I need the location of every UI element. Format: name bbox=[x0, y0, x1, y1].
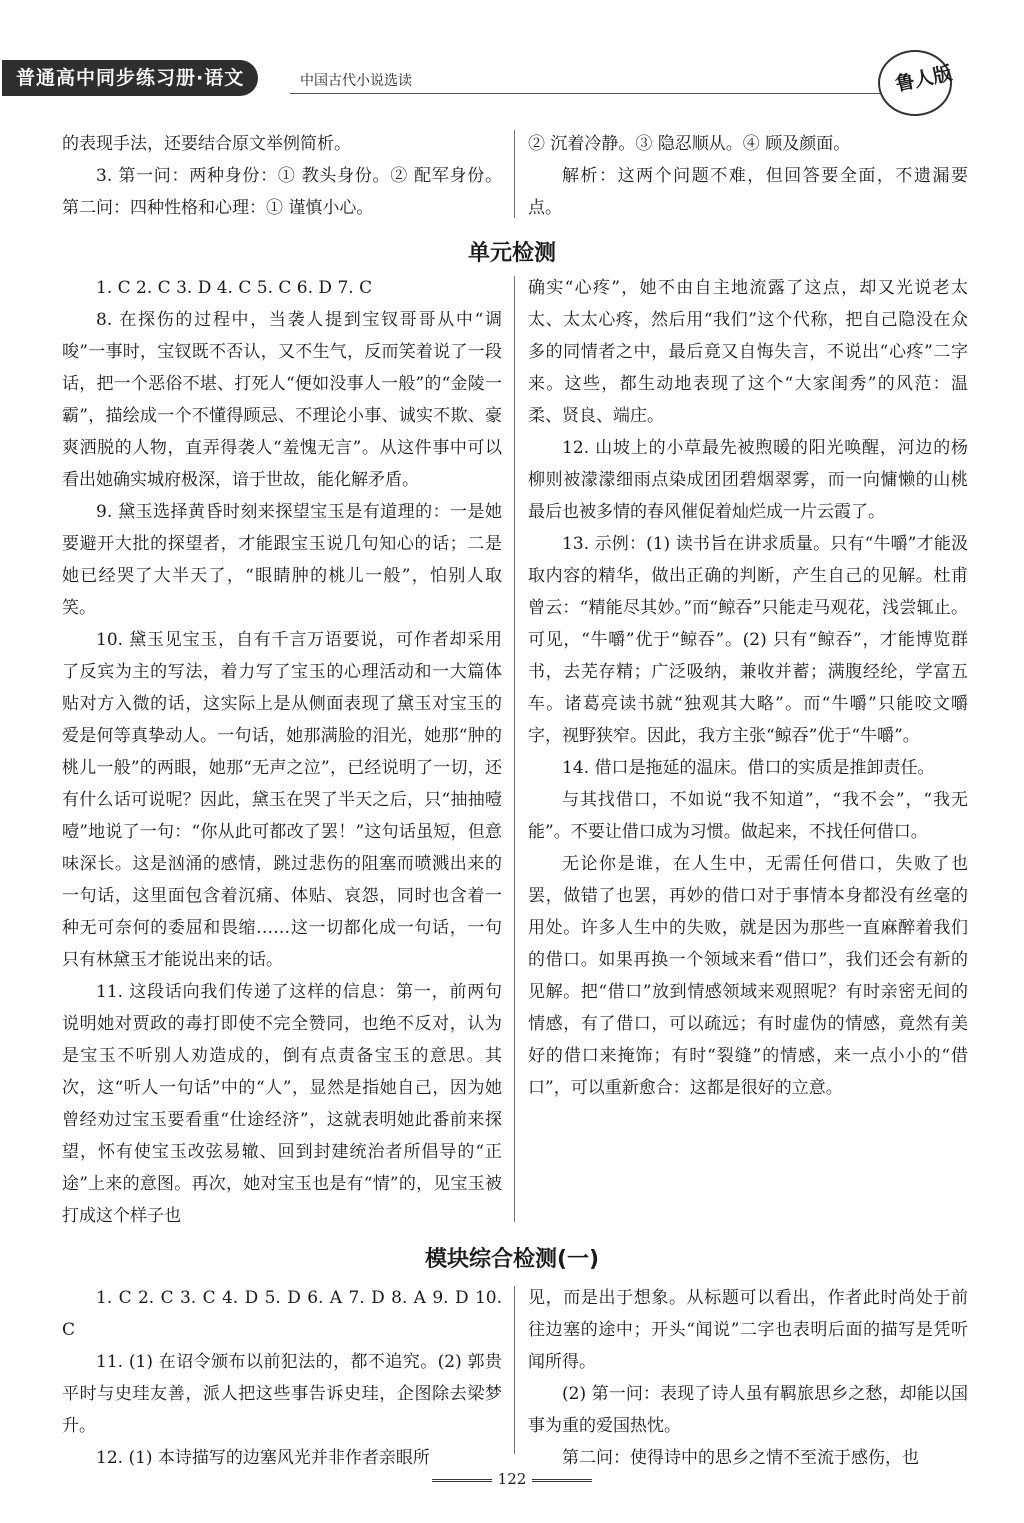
book-subject: 中国古代小说选读 bbox=[300, 73, 412, 89]
answer-paragraph: 确实“心疼”，她不由自主地流露了这点，却又光说老太太、太太心疼，然后用“我们”这个代称，把自己隐没在众多的同情者之中，最后竟又自悔失言，不说出“心疼”二字来。这些，都生动地表现了这个“大家闺秀”的风范：温柔、贤良、端庄。 bbox=[528, 278, 968, 426]
unit-test-right-column bbox=[528, 272, 968, 1104]
answer-paragraph: 1. C 2. C 3. D 4. C 5. C 6. D 7. C bbox=[96, 278, 373, 298]
answer-paragraph: 9. 黛玉选择黄昏时刻来探望宝玉是有道理的：一是她要避开大批的探望者，才能跟宝玉说几句知心的话；二是她已经哭了大半天了，“眼睛肿的桃儿一般”，怕别人取笑。 bbox=[62, 502, 502, 618]
edition-label: 鲁人版 bbox=[893, 62, 954, 96]
page-number: 122 bbox=[0, 1470, 1024, 1488]
answer-paragraph: 14. 借口是拖延的温床。借口的实质是推卸责任。 bbox=[562, 758, 935, 778]
module-test-left-column bbox=[62, 1282, 502, 1474]
answer-paragraph: 8. 在探伤的过程中，当袭人提到宝钗哥哥从中“调唆”一事时，宝钗既不否认，又不生气，反而笑着说了一段话，把一个恶俗不堪、打死人“便如没事人一般”的“金陵一霸”，描绘成一个不懂得顾忌、不理论小事、诚实不欺、豪爽洒脱的人物，直弄得袭人“羞愧无言”。从这件事中可以看出她确实城府极深，谙于世故，能化解矛盾。 bbox=[62, 310, 502, 490]
answer-paragraph: 13. 示例：(1) 读书旨在讲求质量。只有“牛嚼”才能汲取内容的精华，做出正确的判断，产生自己的见解。杜甫曾云：“精能尽其妙。”而“鲸吞”只能走马观花，浅尝辄止。可见，“牛嚼”优于“鲸吞”。(2) 只有“鲸吞”，才能博览群书，去芜存精；广泛吸纳，兼收并蓄；满腹经纶，学富五车。诸葛亮读书就“独观其大略”。而“牛嚼”只能咬文嚼字，视野狭窄。因此，我方主张“鲸吞”优于“牛嚼”。 bbox=[528, 534, 968, 746]
answer-paragraph: 的表现手法，还要结合原文举例简析。 bbox=[62, 134, 351, 154]
section-title-unit-test: 单元检测 bbox=[467, 241, 556, 266]
section-title-module-test: 模块综合检测(一) bbox=[424, 1247, 600, 1272]
column-divider bbox=[514, 276, 515, 1222]
answer-paragraph: 与其找借口，不如说“我不知道”，“我不会”，“我无能”。不要让借口成为习惯。做起来，不找任何借口。 bbox=[528, 790, 968, 842]
answer-paragraph: 3. 第一问：两种身份：① 教头身份。② 配军身份。第二问：四种性格和心理：① 谨慎小心。 bbox=[62, 166, 502, 218]
answer-paragraph: 无论你是谁，在人生中，无需任何借口，失败了也罢，做错了也罢，再妙的借口对于事情本身都没有丝毫的用处。许多人生中的失败，就是因为那些一直麻醉着我们的借口。如果再换一个领域来看“借口”，我们还会有新的见解。把“借口”放到情感领域来观照呢？有时亲密无间的情感，有了借口，可以疏远；有时虚伪的情感，竟然有美好的借口来掩饰；有时“裂缝”的情感，来一点小小的“借口”，可以重新愈合：这都是很好的立意。 bbox=[528, 854, 968, 1098]
top-right-column bbox=[528, 128, 968, 224]
answer-paragraph: 11. (1) 在诏令颁布以前犯法的，都不追究。(2) 郭贵平时与史珪友善，派人把这些事告诉史珪，企图除去梁梦升。 bbox=[62, 1352, 502, 1436]
column-divider bbox=[514, 130, 515, 218]
module-test-right-column bbox=[528, 1282, 968, 1474]
top-left-column bbox=[62, 128, 502, 224]
answer-paragraph: 第二问：使得诗中的思乡之情不至流于感伤，也 bbox=[562, 1448, 919, 1468]
unit-test-left-column bbox=[62, 272, 502, 1232]
answer-paragraph: ② 沉着冷静。③ 隐忍顺从。④ 顾及颜面。 bbox=[528, 134, 851, 154]
answer-paragraph: (2) 第一问：表现了诗人虽有羁旅思乡之愁，却能以国事为重的爱国热忱。 bbox=[528, 1384, 968, 1436]
answer-paragraph: 解析：这两个问题不难，但回答要全面，不遗漏要点。 bbox=[528, 166, 968, 218]
answer-paragraph: 见，而是出于想象。从标题可以看出，作者此时尚处于前往边塞的途中；开头“闻说”二字也表明后面的描写是凭听闻所得。 bbox=[528, 1288, 968, 1372]
answer-paragraph: 11. 这段话向我们传递了这样的信息：第一，前两句说明她对贾政的毒打即使不完全赞同，也绝不反对，认为是宝玉不听别人劝造成的，倒有点责备宝玉的意思。其次，这“听人一句话”中的“人”，显然是指她自己，因为她曾经劝过宝玉要看重“仕途经济”，这就表明她此番前来探望，怀有使宝玉改弦易辙、回到封建统治者所倡导的“正途”上来的意图。再次，她对宝玉也是有“情”的，见宝玉被打成这个样子也 bbox=[62, 982, 502, 1226]
answer-paragraph: 1. C 2. C 3. C 4. D 5. D 6. A 7. D 8. A 9. D 10. C bbox=[62, 1288, 502, 1340]
answer-paragraph: 12. (1) 本诗描写的边塞风光并非作者亲眼所 bbox=[96, 1448, 430, 1468]
book-series-title: 普通高中同步练习册·语文 bbox=[2, 60, 258, 96]
answer-paragraph: 12. 山坡上的小草最先被煦暖的阳光唤醒，河边的杨柳则被濛濛细雨点染成团团碧烟翠雾，而一向慵懒的山桃最后也被多情的春风催促着灿烂成一片云霞了。 bbox=[528, 438, 968, 522]
column-divider bbox=[514, 1286, 515, 1454]
header-rule bbox=[290, 93, 880, 94]
answer-paragraph: 10. 黛玉见宝玉，自有千言万语要说，可作者却采用了反宾为主的写法，着力写了宝玉的心理活动和一大篇体贴对方入微的话，这实际上是从侧面表现了黛玉对宝玉的爱是何等真挚动人。一句话，她那满脸的泪光，她那“肿的桃儿一般”的两眼，她那“无声之泣”，已经说明了一切，还有什么话可说呢？因此，黛玉在哭了半天之后，只“抽抽噎噎”地说了一句：“你从此可都改了罢！”这句话虽短，但意味深长。这是汹涌的感情，跳过悲伤的阻塞而喷溅出来的一句话，这里面包含着沉痛、体贴、哀怨，同时也含着一种无可奈何的委屈和畏缩……这一切都化成一句话，一句只有林黛玉才能说出来的话。 bbox=[62, 630, 502, 970]
